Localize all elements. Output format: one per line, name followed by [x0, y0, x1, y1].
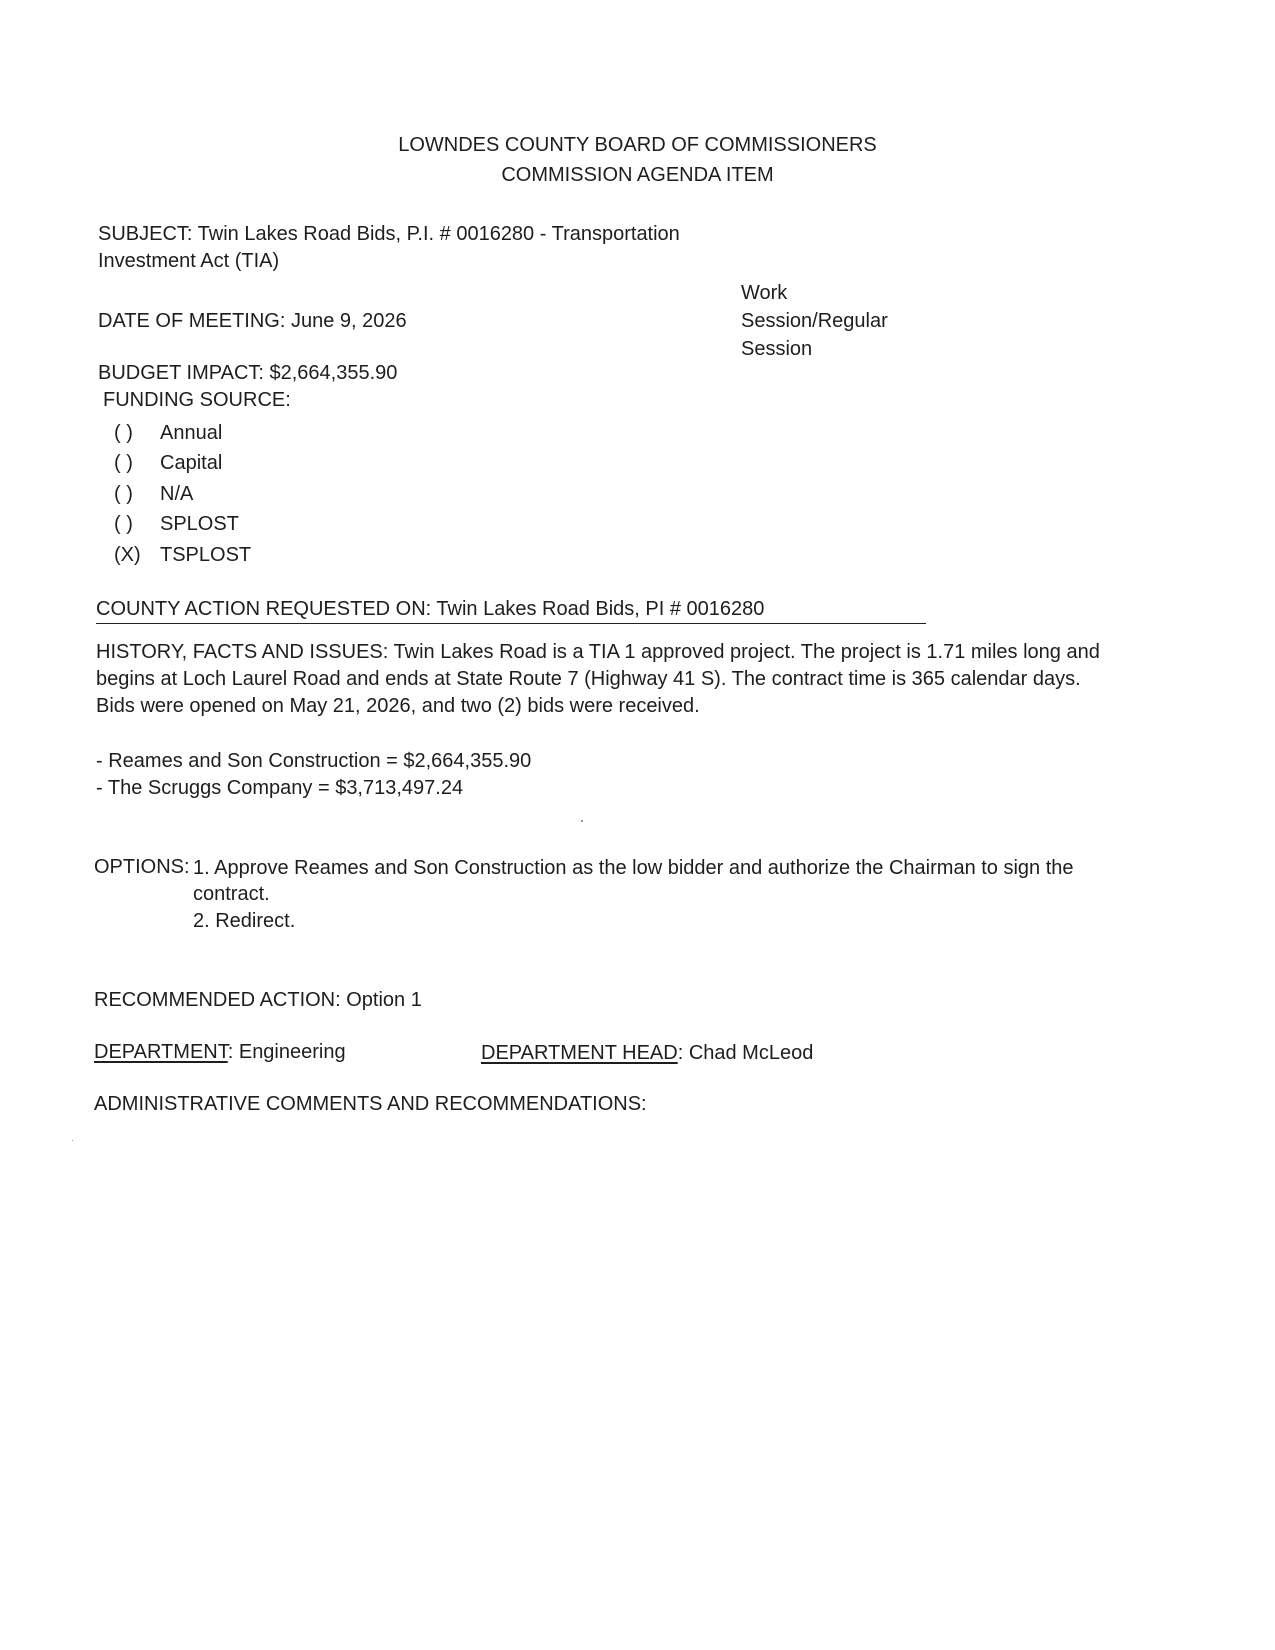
scan-speck — [581, 820, 583, 822]
department-head-label: DEPARTMENT HEAD — [481, 1042, 678, 1064]
session-type-line-1: Work — [741, 282, 788, 304]
funding-option-mark: ( ) — [114, 422, 133, 444]
funding-option-splost — [114, 510, 239, 538]
funding-option-capital — [114, 449, 222, 477]
history-line-3: Bids were opened on May 21, 2026, and two (2) bids were received. — [96, 695, 700, 717]
subject-line-2: Investment Act (TIA) — [98, 250, 280, 272]
funding-option-na — [114, 480, 193, 508]
subject-line-1: SUBJECT: Twin Lakes Road Bids, P.I. # 0016280 - Transportation — [98, 223, 680, 245]
history-line-1: HISTORY, FACTS AND ISSUES: Twin Lakes Road is a TIA 1 approved project. The project is 1.71 miles long and — [96, 641, 1100, 663]
funding-option-mark: ( ) — [114, 513, 133, 535]
funding-option-label: Annual — [160, 422, 223, 444]
department-head-value: : Chad McLeod — [677, 1042, 814, 1064]
funding-option-mark: ( ) — [114, 483, 133, 505]
scan-speck — [72, 1140, 73, 1141]
department-value: : Engineering — [227, 1041, 346, 1063]
department — [94, 1038, 346, 1066]
meeting-date: DATE OF MEETING: June 9, 2026 — [98, 310, 407, 332]
department-head — [481, 1039, 813, 1067]
option-2: 2. Redirect. — [193, 910, 296, 932]
option-1-line-1: 1. Approve Reames and Son Construction as the low bidder and authorize the Chairman to sign the — [193, 857, 1074, 879]
bid-item: - Reames and Son Construction = $2,664,355.90 — [96, 750, 532, 772]
session-type-line-2: Session/Regular — [741, 310, 888, 332]
header-title: LOWNDES COUNTY BOARD OF COMMISSIONERS — [398, 134, 877, 156]
action-underline — [96, 623, 926, 624]
header-subtitle: COMMISSION AGENDA ITEM — [501, 164, 774, 186]
funding-option-annual — [114, 419, 222, 447]
department-label: DEPARTMENT — [94, 1041, 228, 1063]
option-1-line-2: contract. — [193, 883, 270, 905]
county-action-requested: COUNTY ACTION REQUESTED ON: Twin Lakes Road Bids, PI # 0016280 — [96, 598, 765, 620]
administrative-comments: ADMINISTRATIVE COMMENTS AND RECOMMENDATIONS: — [94, 1093, 647, 1115]
recommended-action: RECOMMENDED ACTION: Option 1 — [94, 989, 422, 1011]
funding-option-mark: (X) — [114, 544, 141, 566]
funding-option-tsplost — [114, 541, 251, 569]
funding-option-label: SPLOST — [160, 513, 239, 535]
history-line-2: begins at Loch Laurel Road and ends at State Route 7 (Highway 41 S). The contract time is 365 calendar days. — [96, 668, 1081, 690]
funding-option-label: N/A — [160, 483, 194, 505]
funding-source-label: FUNDING SOURCE: — [103, 389, 291, 411]
funding-option-mark: ( ) — [114, 452, 133, 474]
funding-option-label: TSPLOST — [160, 544, 252, 566]
session-type-line-3: Session — [741, 338, 813, 360]
bid-item: - The Scruggs Company = $3,713,497.24 — [96, 777, 464, 799]
options-label: OPTIONS: — [94, 856, 190, 878]
funding-option-label: Capital — [160, 452, 223, 474]
budget-impact: BUDGET IMPACT: $2,664,355.90 — [98, 362, 398, 384]
